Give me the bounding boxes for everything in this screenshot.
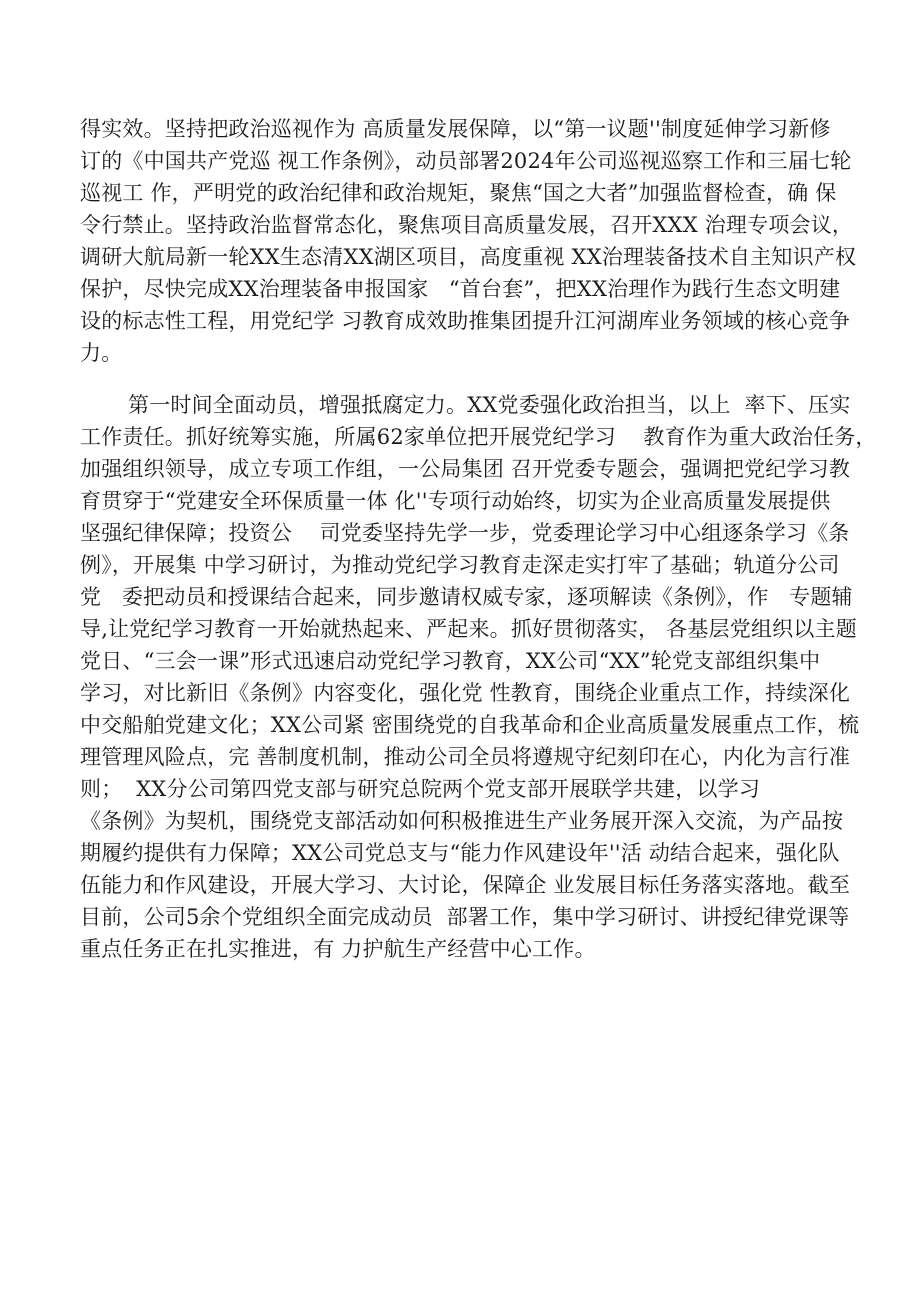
text-line: 令行禁止。坚持政治监督常态化，聚焦项目高质量发展，召开XXX 治理专项会议， bbox=[80, 213, 854, 237]
text-line: 设的标志性工程，用党纪学 习教育成效助推集团提升江河湖库业务领域的核心竞争 bbox=[80, 309, 851, 333]
text-line: 巡视工 作，严明党的政治纪律和政治规矩，聚焦“国之大者”加强监督检查，确 保 bbox=[80, 181, 837, 205]
text-line: 理管理风险点，完 善制度机制，推动公司全员将遵规守纪刻印在心，内化为言行准 bbox=[80, 745, 851, 769]
text-line: 中交船舶党建文化；XX公司紧 密围绕党的自我革命和企业高质量发展重点工作，梳 bbox=[80, 713, 860, 737]
text-line: 期履约提供有力保障；XX公司党总支与“能力作风建设年''活 动结合起来，强化队 bbox=[80, 841, 840, 865]
text-line: 调研大航局新一轮XX生态清XX湖区项目，高度重视 XX治理装备技术自主知识产权 bbox=[80, 245, 857, 269]
text-line: 订的《中国共产党巡 视工作条例》，动员部署2024年公司巡视巡察工作和三届七轮 bbox=[80, 149, 852, 173]
text-line: 导,让党纪学习教育一开始就热起来、严起来。抓好贯彻落实， 各基层党组织以主题 bbox=[80, 617, 857, 641]
text-line: 目前，公司5余个党组织全面完成动员 部署工作，集中学习研讨、讲授纪律党课等 bbox=[80, 905, 850, 929]
text-line: 工作责任。抓好统筹实施，所属62家单位把开展党纪学习 教育作为重大政治任务， bbox=[80, 425, 877, 449]
text-line: 加强组织领导，成立专项工作组，一公局集团 召开党委专题会，强调把党纪学习教 bbox=[80, 457, 851, 481]
text-line: 学习，对比新旧《条例》内容变化，强化党 性教育，围绕企业重点工作，持续深化 bbox=[80, 681, 851, 705]
text-line: 例》，开展集 中学习研讨，为推动党纪学习教育走深走实打牢了基础；轨道分公司 bbox=[80, 553, 840, 577]
text-line: 党日、“三会一课”形式迅速启动党纪学习教育，XX公司“XX”轮党支部组织集中 bbox=[80, 649, 821, 673]
text-line: 保护，尽快完成XX治理装备申报国家 “首台套”，把XX治理作为践行生态文明建 bbox=[80, 277, 841, 301]
text-line: 《条例》为契机，围绕党支部活动如何积极推进生产业务展开深入交流，为产品按 bbox=[80, 809, 844, 833]
text-line: 伍能力和作风建设，开展大学习、大讨论，保障企 业发展目标任务落实落地。截至 bbox=[80, 873, 851, 897]
text-line: 则； XX分公司第四党支部与研究总院两个党支部开展联学共建，以学习 bbox=[80, 777, 761, 801]
text-line: 党 委把动员和授课结合起来，同步邀请权威专家，逐项解读《条例》，作 专题辅 bbox=[80, 585, 853, 609]
text-line: 坚强纪律保障；投资公 司党委坚持先学一步，党委理论学习中心组逐条学习《条 bbox=[80, 521, 850, 545]
text-line: 重点任务正在扎实推进，有 力护航生产经营中心工作。 bbox=[80, 937, 596, 961]
text-line: 力。 bbox=[80, 341, 123, 365]
text-line: 育贯穿于“党建安全环保质量一体 化''专项行动始终，切实为企业高质量发展提供 bbox=[80, 489, 831, 513]
text-line: 第一时间全面动员，增强抵腐定力。XX党委强化政治担当，以上 率下、压实 bbox=[128, 393, 851, 417]
text-line: 得实效。坚持把政治巡视作为 高质量发展保障，以“第一议题''制度延伸学习新修 bbox=[80, 117, 831, 141]
